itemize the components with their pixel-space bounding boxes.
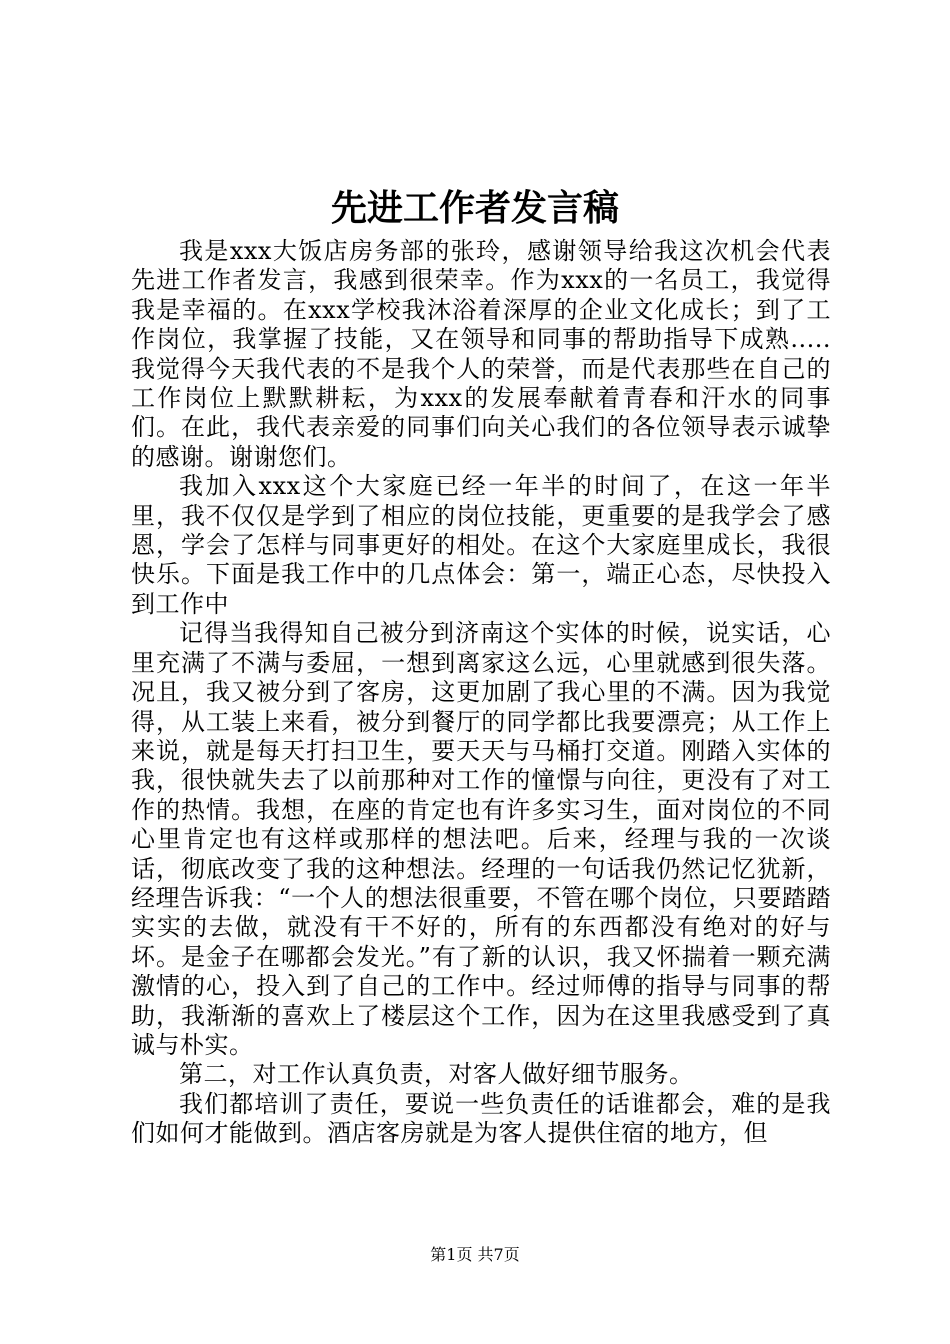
paragraph-1: 我是xxx大饭店房务部的张玲，感谢领导给我这次机会代表先进工作者发言，我感到很荣幸。作为xxx的一名员工，我觉得我是幸福的。在xxx学校我沐浴着深厚的企业文化成长；到了工作岗位，我掌握了技能，又在领导和同事的帮助指导下成熟.....我觉得今天我代表的不是我个人的荣誉，而是代表那些在自己的工作岗位上默默耕耘，为xxx的发展奉献着青春和汗水的同事们。在此，我代表亲爱的同事们向关心我们的各位领导表示诚挚的感谢。谢谢您们。 [131,237,831,471]
paragraph-3: 记得当我得知自己被分到济南这个实体的时候，说实话，心里充满了不满与委屈，一想到离家这么远，心里就感到很失落。况且，我又被分到了客房，这更加剧了我心里的不满。因为我觉得，从工装上来看，被分到餐厅的同学都比我要漂亮；从工作上来说，就是每天打扫卫生，要天天与马桶打交道。刚踏入实体的我，很快就失去了以前那种对工作的憧憬与向往，更没有了对工作的热情。我想，在座的肯定也有许多实习生，面对岗位的不同心里肯定也有这样或那样的想法吧。后来，经理与我的一次谈话，彻底改变了我的这种想法。经理的一句话我仍然记忆犹新，经理告诉我：“一个人的想法很重要，不管在哪个岗位，只要踏踏实实的去做，就没有干不好的，所有的东西都没有绝对的好与坏。是金子在哪都会发光。”有了新的认识，我又怀揣着一颗充满激情的心，投入到了自己的工作中。经过师傅的指导与同事的帮助，我渐渐的喜欢上了楼层这个工作，因为在这里我感受到了真诚与朴实。 [131,619,831,1059]
paragraph-2: 我加入xxx这个大家庭已经一年半的时间了，在这一年半里，我不仅仅是学到了相应的岗位技能，更重要的是我学会了感恩，学会了怎样与同事更好的相处。在这个大家庭里成长，我很快乐。下面是我工作中的几点体会：第一，端正心态，尽快投入到工作中 [131,472,831,618]
paragraph-4: 第二，对工作认真负责，对客人做好细节服务。 [179,1060,694,1089]
document-title: 先进工作者发言稿 [330,187,619,229]
document-body [131,237,831,1149]
page-number-footer: 第1页 共7页 [430,1245,520,1264]
paragraph-5: 我们都培训了责任，要说一些负责任的话谁都会，难的是我们如何才能做到。酒店客房就是为客人提供住宿的地方，但 [131,1089,831,1148]
